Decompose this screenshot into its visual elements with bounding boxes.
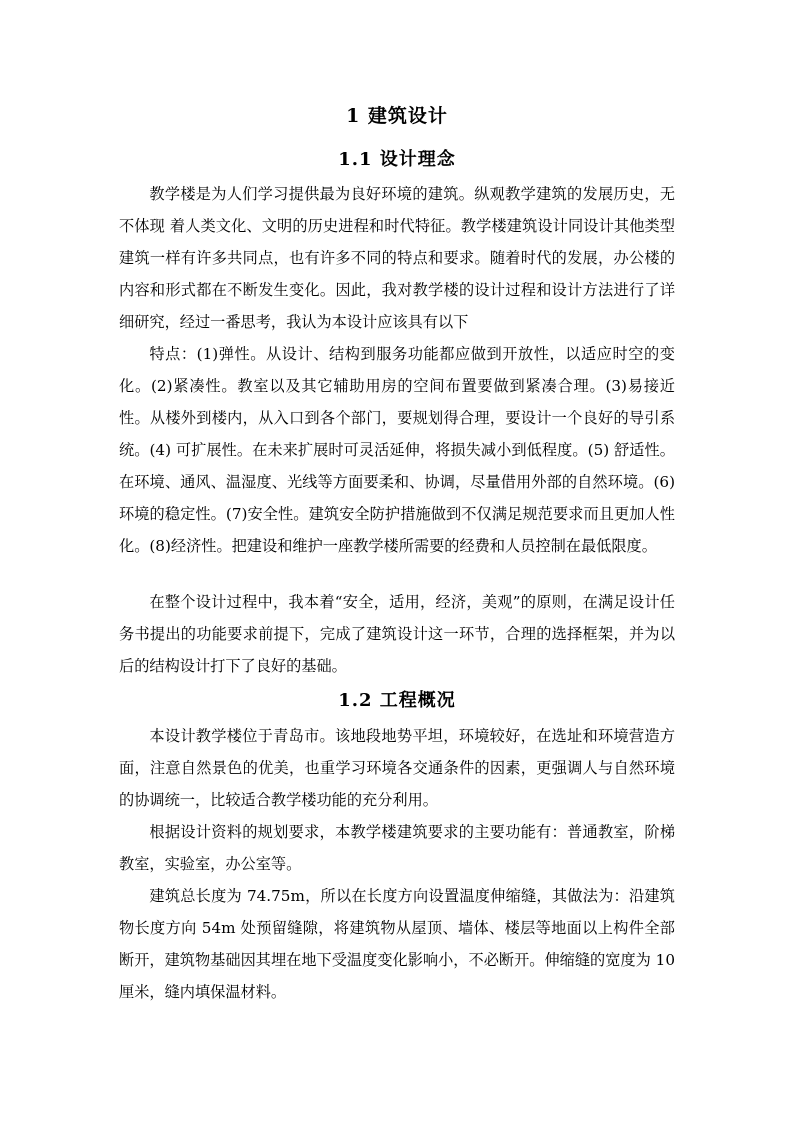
paragraph-site-description: 本设计教学楼位于青岛市。该地段地势平坦，环境较好，在选址和环境营造方面，注意自然景色的优美，也重学习环境各交通条件的因素，更强调人与自然环境的协调统一，比较适合教学楼功能的充分利用。 <box>119 727 675 809</box>
paragraph-expansion-joint: 建筑总长度为 74.75m，所以在长度方向设置温度伸缩缝，其做法为：沿建筑物长度方向 54m 处预留缝隙，将建筑物从屋顶、墙体、楼层等地面以上构件全部断开，建筑物基础因其埋在地下受温度变化影响小，不必断开。伸缩缝的宽度为 10 厘米，缝内填保温材料。 <box>119 887 675 1001</box>
paragraph-main-functions: 根据设计资料的规划要求，本教学楼建筑要求的主要功能有：普通教室，阶梯教室，实验室，办公室等。 <box>119 823 675 873</box>
paragraph-design-principle: 在整个设计过程中，我本着“安全，适用，经济，美观”的原则，在满足设计任务书提出的功能要求前提下，完成了建筑设计这一环节，合理的选择框架，并为以后的结构设计打下了良好的基础。 <box>119 593 675 675</box>
section-title-design-concept: 1.1 设计理念 <box>338 149 456 170</box>
section-title-project-overview: 1.2 工程概况 <box>338 690 456 711</box>
paragraph-design-concept-intro: 教学楼是为人们学习提供最为良好环境的建筑。纵观教学建筑的发展历史，无不体现 着人类文化、文明的历史进程和时代特征。教学楼建筑设计同设计其他类型建筑一样有许多共同点，也有许多不同的特点和要求。随着时代的发展，办公楼的内容和形式都在不断发生变化。因此，我对教学楼的设计过程和设计方法进行了详细研究，经过一番思考，我认为本设计应该具有以下 <box>119 185 675 331</box>
paragraph-design-features: 特点：(1)弹性。从设计、结构到服务功能都应做到开放性，以适应时空的变化。(2)紧凑性。教室以及其它辅助用房的空间布置要做到紧凑合理。(3)易接近性。从楼外到楼内，从入口到各个部门，要规划得合理，要设计一个良好的导引系统。(4) 可扩展性。在未来扩展时可灵活延伸，将损失减小到低程度。(5) 舒适性。在环境、通风、温湿度、光线等方面要柔和、协调，尽量借用外部的自然环境。(6)环境的稳定性。(7)安全性。建筑安全防护措施做到不仅满足规范要求而且更加人性化。(8)经济性。把建设和维护一座教学楼所需要的经费和人员控制在最低限度。 <box>119 345 675 555</box>
chapter-title: 1 建筑设计 <box>346 105 448 127</box>
